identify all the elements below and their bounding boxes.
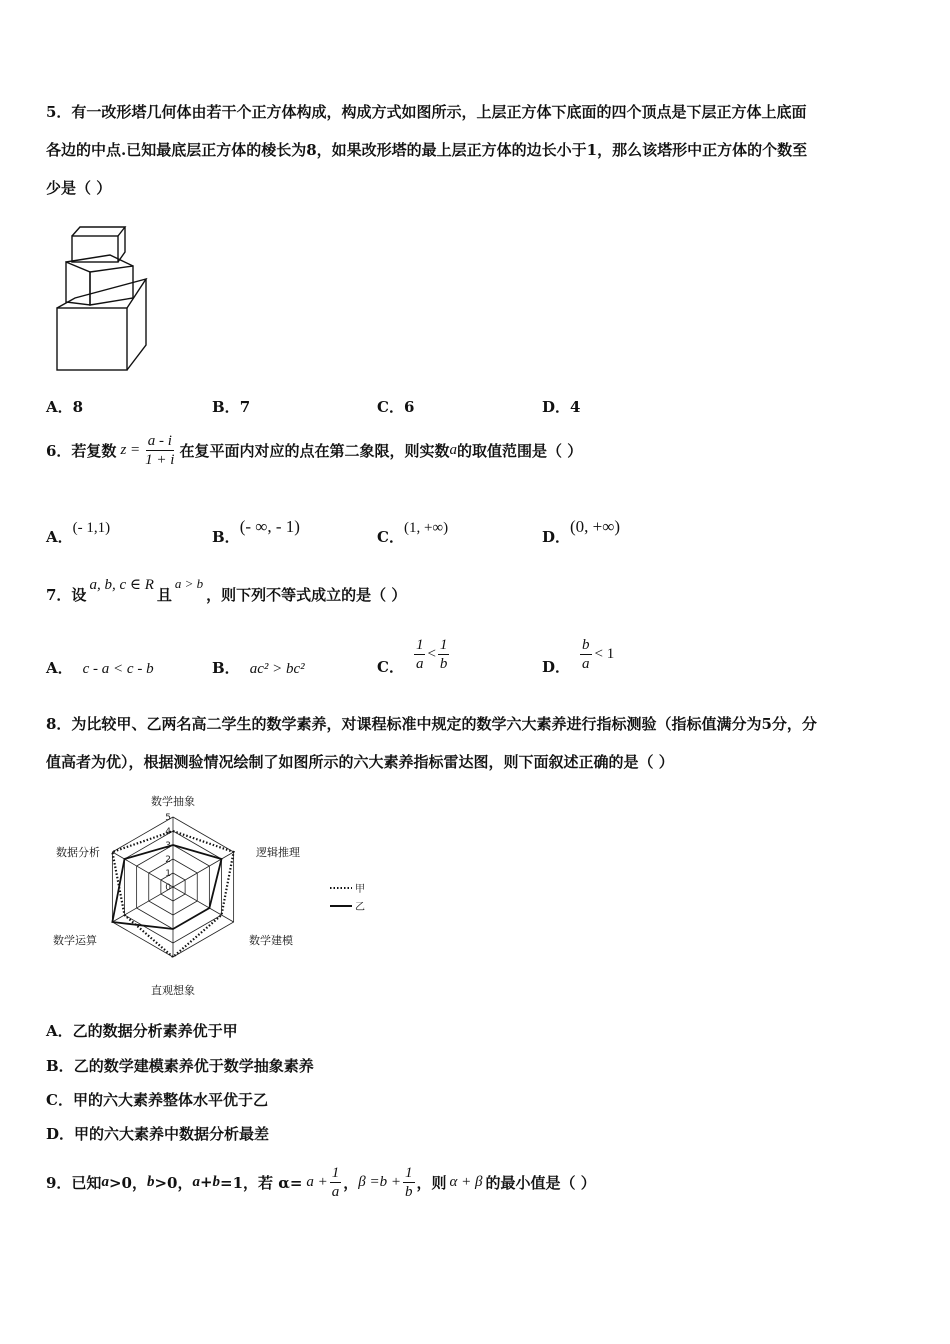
q6-option-c[interactable] (377, 520, 449, 547)
option-text: 4 (570, 398, 581, 416)
radar-labels (53, 794, 300, 997)
denominator: a (331, 1183, 340, 1200)
option-letter: C． (377, 528, 404, 546)
option-text: 6 (403, 398, 415, 416)
axis-line-2 (173, 887, 234, 922)
q6-suffix: 的取值范围是（ ） (456, 441, 583, 460)
tower-figure (50, 222, 155, 374)
radar-chart (40, 788, 380, 1003)
legend-label-甲: 甲 (355, 884, 365, 895)
q7-suffix: ，则下列不等式成立的是（ ） (206, 585, 407, 604)
axis-line-5 (112, 852, 173, 887)
q9-cond3: =1，若 α= (220, 1173, 303, 1192)
option-text: 乙的数学建模素养优于数学抽象素养 (73, 1057, 314, 1075)
option-letter: C． (377, 398, 404, 416)
option-letter: D． (46, 1125, 75, 1143)
scale-label: 4 (165, 827, 171, 837)
q7-option-d[interactable] (542, 632, 614, 676)
option-text: (- 1,1) (72, 520, 111, 536)
q9-b: b (146, 1173, 155, 1190)
option-letter: A． (46, 398, 73, 416)
option-text: 7 (239, 398, 251, 416)
q9-a2: a (192, 1173, 200, 1190)
q8-line-2: 值高者为优），根据测验情况绘制了如图所示的六大素养指标雷达图，则下面叙述正确的是（ ） (46, 753, 674, 771)
q7-option-a[interactable] (46, 657, 154, 678)
axis-label-0: 数学抽象 (151, 795, 195, 808)
option-letter: B． (212, 528, 240, 546)
q9-cond1: >0， (108, 1173, 147, 1192)
axis-label-5: 数据分析 (56, 846, 100, 859)
q8-option-d[interactable] (46, 1123, 269, 1144)
option-text: (0, +∞) (570, 517, 621, 536)
option-letter: D． (542, 657, 571, 676)
q9-alpha-a: a + (306, 1173, 328, 1190)
bottom-cube-front (57, 308, 127, 370)
option-letter: A． (46, 659, 73, 677)
option-letter: B． (212, 659, 240, 677)
option-letter: B． (212, 398, 240, 416)
q9-a: a (101, 1173, 109, 1190)
q7-c-frac-1 (414, 636, 426, 673)
q9-beta-frac (403, 1164, 415, 1201)
denominator: b (439, 655, 448, 672)
q9-suffix: 的最小值是（ ） (485, 1173, 596, 1192)
option-letter: D． (542, 398, 571, 416)
q9-b2: b (212, 1173, 221, 1190)
q6-prefix: 6．若复数 (46, 441, 117, 460)
q6-option-b[interactable] (212, 517, 300, 547)
axis-label-2: 数学建模 (249, 934, 293, 947)
q5-option-c[interactable] (377, 396, 414, 417)
question-8-text (46, 705, 916, 781)
option-text: ac² > bc² (249, 661, 305, 677)
question-9-text (46, 1158, 596, 1206)
option-text: 甲的六大素养整体水平优于乙 (72, 1091, 268, 1109)
question-6-text (46, 428, 582, 472)
q9-expr: α + β (449, 1173, 483, 1190)
q6-option-d[interactable] (542, 517, 621, 547)
q7-option-c[interactable] (377, 632, 449, 676)
axis-line-1 (173, 852, 234, 887)
question-5-text (46, 93, 916, 207)
axis-label-4: 数学运算 (53, 934, 97, 947)
q5-line-3: 少是（ ） (46, 179, 112, 197)
q7-cond: a > b (174, 576, 204, 591)
q9-alpha-frac (330, 1164, 342, 1201)
q9-plus: + (199, 1173, 213, 1191)
q6-middle: 在复平面内对应的点在第二象限，则实数 (179, 441, 450, 460)
q7-c-frac-2 (438, 636, 450, 673)
option-letter: C． (46, 1091, 73, 1109)
middle-cube-top (66, 255, 133, 266)
q5-option-d[interactable] (542, 396, 580, 417)
numerator: 1 (405, 1164, 413, 1181)
denominator: a (582, 655, 590, 672)
q6-denominator: 1 + i (145, 451, 175, 468)
q6-z-eq: z = (120, 441, 141, 458)
option-letter: D． (542, 528, 571, 546)
option-text: 甲的六大素养中数据分析最差 (74, 1125, 270, 1143)
q5-option-b[interactable] (212, 396, 250, 417)
q6-fraction (143, 432, 176, 469)
q6-numerator: a - i (147, 432, 172, 449)
scale-label: 2 (165, 855, 171, 865)
option-text: 8 (72, 398, 84, 416)
numerator: b (582, 636, 590, 653)
q5-line-2: 各边的中点.已知最底层正方体的棱长为8，如果改形塔的最上层正方体的边长小于1，那么该塔形中正方体的个数至 (46, 141, 808, 159)
q6-option-a[interactable] (46, 520, 111, 547)
q9-cond2: >0， (154, 1173, 193, 1192)
q8-line-1: 8．为比较甲、乙两名高二学生的数学素养，对课程标准中规定的数学六大素养进行指标测验（指标值满分为5分，分 (46, 715, 817, 733)
q9-prefix: 9．已知 (46, 1173, 102, 1192)
numerator: 1 (331, 1164, 340, 1181)
numerator: 1 (439, 636, 448, 653)
q7-prefix: 7．设 (46, 585, 87, 604)
option-text: (- ∞, - 1) (239, 517, 300, 536)
denominator: a (415, 655, 424, 672)
scale-label: 1 (165, 869, 171, 879)
q9-beta: β =b + (358, 1173, 401, 1190)
denominator: b (405, 1183, 413, 1200)
option-text: c - a < c - b (82, 661, 154, 677)
option-letter: C． (377, 657, 404, 676)
axis-label-3: 直观想象 (151, 984, 195, 997)
option-text: 乙的数据分析素养优于甲 (72, 1022, 238, 1040)
q8-option-b[interactable] (46, 1055, 314, 1076)
legend-label-乙: 乙 (355, 902, 365, 913)
option-rest: < 1 (594, 645, 615, 662)
middle-cube-front (66, 262, 90, 305)
scale-label: 0 (165, 883, 171, 893)
q7-d-frac (580, 636, 592, 673)
q7-option-b[interactable] (212, 657, 305, 678)
top-cube-top (72, 227, 125, 236)
q8-option-a[interactable] (46, 1020, 238, 1041)
numerator: 1 (415, 636, 424, 653)
top-cube-front (72, 236, 118, 262)
scale-label: 3 (165, 841, 171, 851)
q5-option-a[interactable] (46, 396, 83, 417)
axis-label-1: 逻辑推理 (256, 846, 300, 859)
option-letter: A． (46, 1022, 73, 1040)
q7-set: a, b, c ∈ R (89, 576, 154, 593)
operator: < (427, 645, 436, 662)
q6-var: a (449, 441, 457, 458)
option-text: (1, +∞) (403, 520, 449, 536)
q8-option-c[interactable] (46, 1089, 268, 1110)
option-letter: B． (46, 1057, 74, 1075)
q7-and: 且 (156, 585, 172, 604)
question-7-text (46, 572, 406, 616)
q5-line-1: 5．有一改形塔几何体由若干个正方体构成，构成方式如图所示，上层正方体下底面的四个顶点是下层正方体上底面 (46, 103, 807, 121)
q9-comma: ， (343, 1173, 359, 1192)
option-letter: A． (46, 528, 73, 546)
axis-line-4 (112, 887, 173, 922)
q9-then: ，则 (416, 1173, 447, 1192)
middle-cube-right (90, 266, 133, 305)
radar-legend (330, 883, 365, 913)
scale-label: 5 (165, 813, 171, 823)
